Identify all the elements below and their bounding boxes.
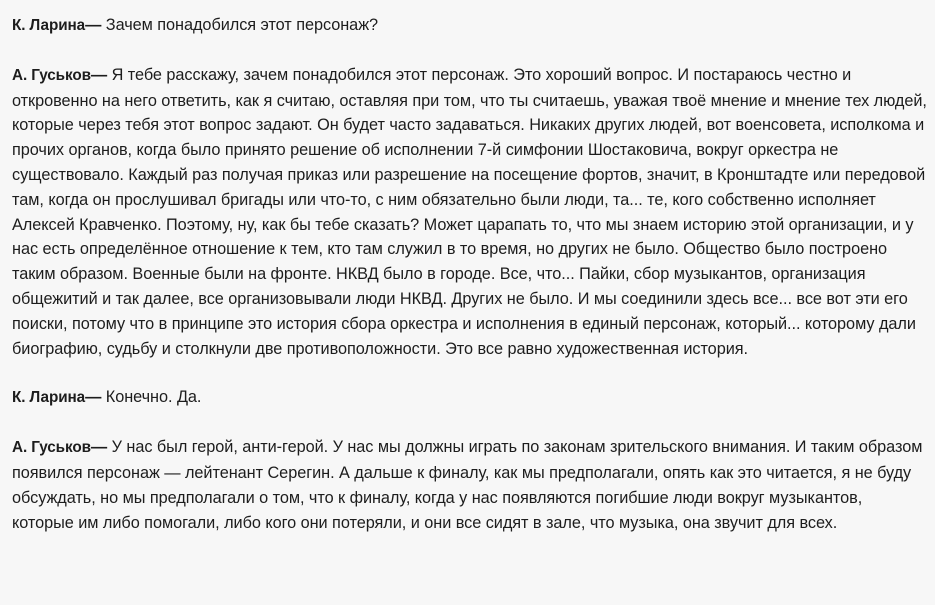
speaker-separator: — xyxy=(90,65,112,84)
speaker-separator: — xyxy=(90,438,112,457)
entry-text: Зачем понадобился этот персонаж? xyxy=(105,16,379,34)
transcript-entry xyxy=(12,435,927,535)
entry-text: Конечно. Да. xyxy=(105,388,202,407)
speaker-name: А. Гуськов xyxy=(12,439,91,457)
transcript-entry xyxy=(12,13,927,39)
speaker-separator: — xyxy=(85,388,106,407)
speaker-separator: — xyxy=(85,16,106,34)
speaker-name: К. Ларина xyxy=(12,389,86,407)
speaker-name: А. Гуськов xyxy=(12,66,91,84)
speaker-name: К. Ларина xyxy=(12,17,86,34)
entry-text: У нас был герой, анти-герой. У нас мы должны играть по законам зрительского внимания. И таким образом появился персонаж — лейтенант Серегин. А дальше к финалу, как мы предполагали, опять как это читается, я не буду обсуждать, но мы предполагали о том, что к финалу, когда у нас появляются погибшие люди вокруг музыкантов, которые им либо помогали, либо кого они потеряли, и они все сидят в зале, что музыка, она звучит для всех. xyxy=(12,438,923,532)
transcript-entry xyxy=(12,63,927,362)
entry-text: Я тебе расскажу, зачем понадобился этот персонаж. Это хороший вопрос. И постараюсь честно и откровенно на него ответить, как я считаю, оставляя при том, что ты считаешь, уважая твоё мнение и мнение тех людей, которые через тебя этот вопрос задают. Он будет часто задаваться. Никаких других людей, вот военсовета, исполкома и прочих органов, когда было принято решение об исполнении 7-й симфонии Шостаковича, вокруг оркестра не существовало. Каждый раз получая приказ или разрешение на посещение фортов, значит, в Кронштадте или передовой там, когда он прослушивал бригады или что-то, с ним обязательно были люди, та... те, кого собственно исполняет Алексей Кравченко. Поэтому, ну, как бы тебе сказать? Может царапать то, что мы знаем историю этой организации, и у нас есть определённое отношение к тем, кто там служил в то время, но других не было. Общество было построено таким образом. Военные были на фронте. НКВД было в городе. Все, что... Пайки, сбор музыкантов, организация общежитий и так далее, все организовывали люди НКВД. Других не было. И мы соединили здесь все... все вот эти его поиски, потому что в принципе это история сбора оркестра и исполнения в единый персонаж, который... которому дали биографию, судьбу и столкнули две противоположности. Это все равно художественная история. xyxy=(12,65,927,358)
transcript-entry xyxy=(12,385,927,411)
